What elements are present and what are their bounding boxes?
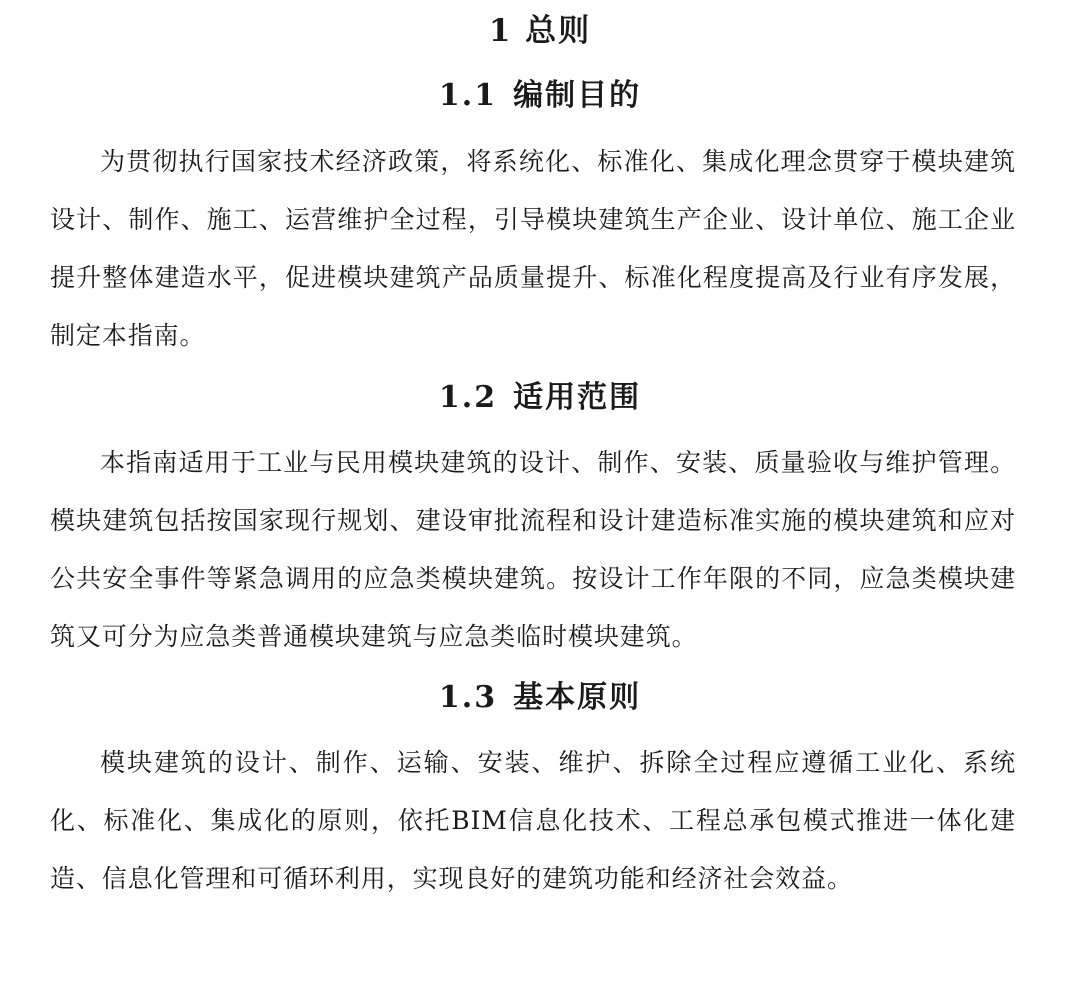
chapter-title: 1 总则 [488,13,592,49]
section-title: 适用范围 [513,380,642,415]
section-heading-scope [0,376,1080,420]
section-paragraph-principles: 模块建筑的设计、制作、运输、安装、维护、拆除全过程应遵循工业化、系统化、标准化、集成化的原则，依托BIM信息化技术、工程总承包模式推进一体化建造、信息化管理和可循环利用，实现良好的建筑功能和经济社会效益。 [50,748,1016,893]
section-paragraph-scope: 本指南适用于工业与民用模块建筑的设计、制作、安装、质量验收与维护管理。模块建筑包括按国家现行规划、建设审批流程和设计建造标准实施的模块建筑和应对公共安全事件等紧急调用的应急类模块建筑。按设计工作年限的不同，应急类模块建筑又可分为应急类普通模块建筑与应急类临时模块建筑。 [50,448,1016,651]
section-title: 编制目的 [513,78,642,113]
section-number: 1.1 [438,78,498,113]
section-heading-purpose [0,74,1080,118]
section-heading-principles [0,676,1080,720]
section-number: 1.2 [438,380,498,415]
section-title: 基本原则 [513,680,642,715]
section-paragraph-purpose: 为贯彻执行国家技术经济政策，将系统化、标准化、集成化理念贯穿于模块建筑设计、制作、施工、运营维护全过程，引导模块建筑生产企业、设计单位、施工企业提升整体建造水平，促进模块建筑产品质量提升、标准化程度提高及行业有序发展，制定本指南。 [50,147,1016,350]
section-number: 1.3 [438,680,498,715]
